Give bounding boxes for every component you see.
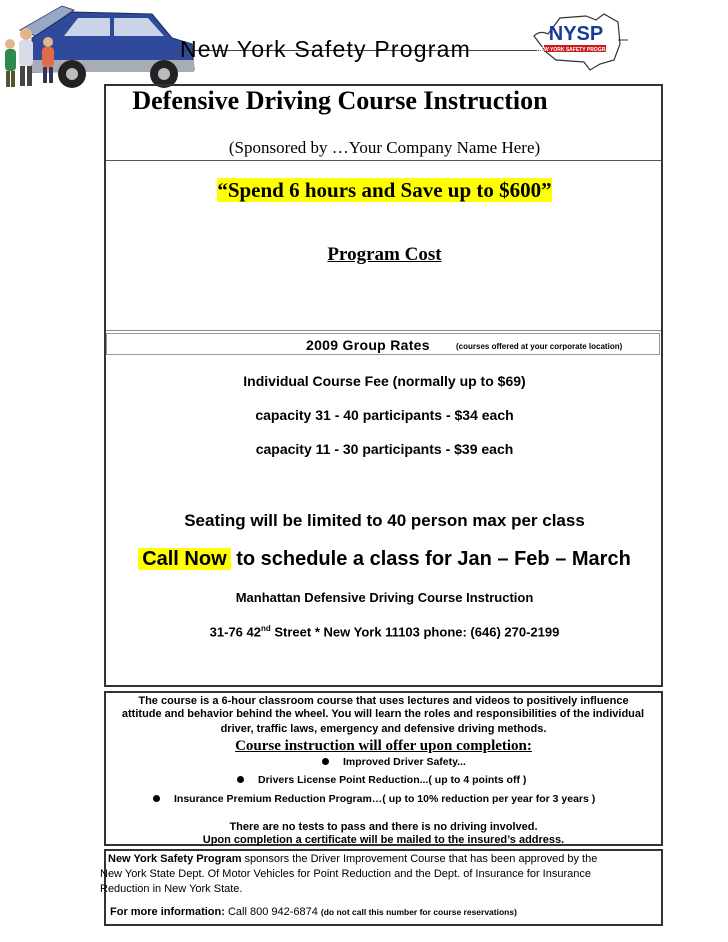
more-info-line bbox=[106, 905, 597, 920]
address-suffix: nd bbox=[260, 624, 271, 633]
description-line-3: driver, traffic laws, emergency and defensive driving methods. bbox=[220, 723, 547, 735]
sponsor-info-line: Reduction in New York State. bbox=[100, 883, 243, 895]
sponsor-info-line bbox=[106, 852, 597, 867]
individual-fee: Individual Course Fee (normally up to $69) bbox=[243, 373, 526, 389]
benefit-item bbox=[237, 774, 526, 786]
completion-heading: Course instruction will offer upon completion: bbox=[235, 738, 532, 754]
location-name: Manhattan Defensive Driving Course Instruction bbox=[235, 590, 534, 605]
no-tests: There are no tests to pass and there is no driving involved. bbox=[229, 821, 538, 833]
slogan-wrap bbox=[106, 178, 663, 203]
course-title: Defensive Driving Course Instruction bbox=[132, 86, 548, 115]
divider bbox=[106, 330, 661, 331]
benefit-text: Drivers License Point Reduction...( up to 4 points off ) bbox=[258, 774, 527, 786]
sponsor-line: (Sponsored by …Your Company Name Here) bbox=[228, 138, 541, 157]
sponsor-info bbox=[100, 852, 598, 920]
description-line-2: attitude and behavior behind the wheel. You will learn the roles and responsibilities of the individual bbox=[121, 708, 645, 720]
logo-subtext: NEW YORK SAFETY PROGRAM bbox=[537, 47, 613, 53]
certificate-note: Upon completion a certificate will be mailed to the insured’s address. bbox=[202, 834, 565, 846]
more-info-label: For more information: bbox=[110, 906, 225, 918]
group-rates-note: (courses offered at your corporate location) bbox=[456, 342, 623, 351]
address-line bbox=[106, 624, 663, 639]
sponsor-text: sponsors the Driver Improvement Course that has been approved by the bbox=[241, 853, 598, 865]
description-line-1: The course is a 6-hour classroom course that uses lectures and videos to positively influence bbox=[138, 695, 629, 707]
address-number: 31-76 42 bbox=[209, 624, 261, 640]
schedule-text: to schedule a class for Jan – Feb – March bbox=[230, 548, 631, 570]
address-rest: Street * New York 11103 phone: (646) 270-2199 bbox=[270, 624, 560, 640]
program-title: New York Safety Program bbox=[180, 36, 471, 62]
benefit-text: Improved Driver Safety... bbox=[343, 756, 466, 768]
program-cost-heading: Program Cost bbox=[327, 244, 442, 265]
bullet-icon bbox=[322, 758, 329, 765]
slogan: “Spend 6 hours and Save up to $600” bbox=[217, 178, 552, 202]
sponsor-info-line: New York State Dept. Of Motor Vehicles for Point Reduction and the Dept. of Insurance for Insurance bbox=[100, 868, 591, 880]
capacity-31-40: capacity 31 - 40 participants - $34 each bbox=[255, 407, 514, 423]
divider bbox=[106, 160, 661, 161]
bullet-icon bbox=[237, 776, 244, 783]
bullet-icon bbox=[153, 795, 160, 802]
more-info-phone: Call 800 942-6874 bbox=[224, 906, 321, 918]
benefit-item bbox=[153, 793, 595, 805]
more-info-note: (do not call this number for course reservations) bbox=[320, 907, 517, 917]
group-rates: 2009 Group Rates bbox=[306, 337, 430, 353]
sponsor-name: New York Safety Program bbox=[108, 853, 242, 865]
benefit-item bbox=[322, 756, 466, 768]
benefit-text: Insurance Premium Reduction Program…( up to 10% reduction per year for 3 years ) bbox=[174, 793, 596, 805]
call-now: Call Now bbox=[138, 548, 230, 570]
nysp-logo bbox=[526, 10, 630, 72]
logo-text: NYSP bbox=[548, 23, 604, 45]
seating-limit: Seating will be limited to 40 person max per class bbox=[184, 511, 585, 530]
capacity-11-30: capacity 11 - 30 participants - $39 each bbox=[255, 441, 514, 457]
call-now-line bbox=[106, 548, 663, 571]
suv-family-image bbox=[2, 0, 198, 92]
